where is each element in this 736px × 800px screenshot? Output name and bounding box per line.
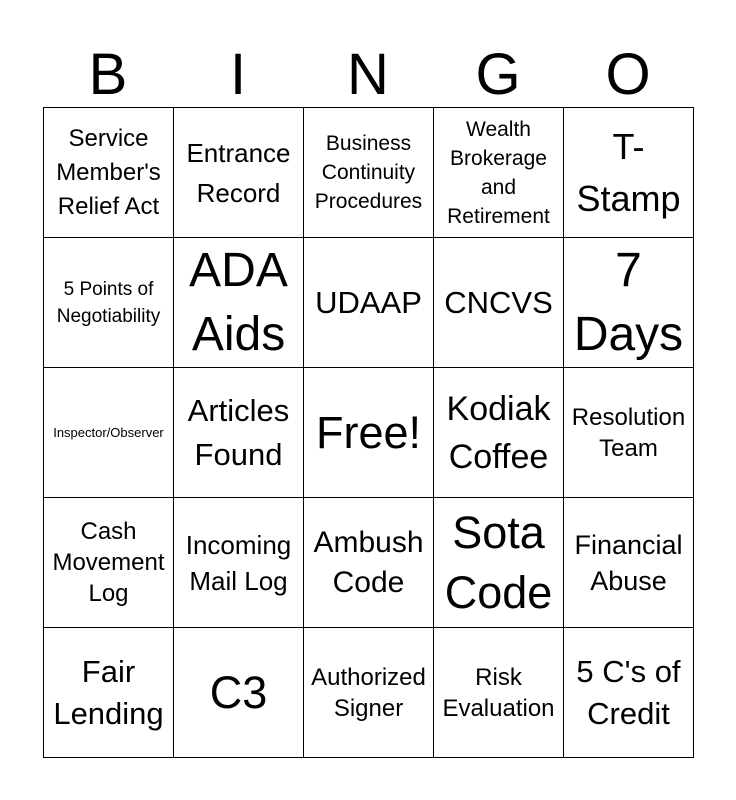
cell-text: Articles Found bbox=[187, 392, 290, 472]
bingo-cell[interactable] bbox=[174, 628, 304, 758]
cell-text: Ambush Code bbox=[313, 525, 424, 599]
cell-text: Free! bbox=[315, 406, 422, 458]
bingo-cell[interactable] bbox=[434, 628, 564, 758]
header-letter-i: I bbox=[229, 42, 247, 107]
header-letter-g: G bbox=[475, 42, 521, 107]
bingo-cell[interactable] bbox=[44, 498, 174, 628]
cell-text: Fair Lending bbox=[53, 653, 164, 731]
cell-text: C3 bbox=[209, 666, 268, 718]
bingo-cell[interactable] bbox=[564, 628, 694, 758]
cell-text: Inspector/Observer bbox=[53, 425, 164, 440]
bingo-cell[interactable] bbox=[174, 368, 304, 498]
cell-text: 7 Days bbox=[573, 243, 684, 361]
cell-text: CNCVS bbox=[444, 284, 553, 320]
bingo-cell[interactable] bbox=[304, 238, 434, 368]
bingo-header bbox=[43, 42, 693, 108]
bingo-cell[interactable] bbox=[434, 498, 564, 628]
cell-text: T-Stamp bbox=[576, 125, 681, 219]
bingo-cell[interactable] bbox=[304, 108, 434, 238]
cell-text: Risk Evaluation bbox=[442, 663, 555, 722]
bingo-cell[interactable] bbox=[434, 238, 564, 368]
cell-text: Service Member's Relief Act bbox=[56, 124, 161, 220]
cell-text: Cash Movement Log bbox=[52, 518, 165, 607]
cell-text: Incoming Mail Log bbox=[185, 529, 292, 596]
cell-text: Wealth Brokerage and Retirement bbox=[447, 117, 550, 228]
bingo-cell[interactable] bbox=[174, 108, 304, 238]
cell-text: Business Continuity Procedures bbox=[314, 132, 423, 213]
bingo-cell[interactable] bbox=[564, 368, 694, 498]
cell-text: 5 Points of Negotiability bbox=[56, 278, 161, 327]
bingo-cell[interactable] bbox=[304, 498, 434, 628]
bingo-cell[interactable] bbox=[304, 628, 434, 758]
bingo-cell[interactable] bbox=[174, 498, 304, 628]
bingo-cell[interactable] bbox=[44, 628, 174, 758]
bingo-cell[interactable] bbox=[434, 108, 564, 238]
bingo-cell[interactable] bbox=[44, 108, 174, 238]
cell-text: Entrance Record bbox=[186, 137, 291, 208]
header-letter-b: B bbox=[88, 42, 128, 107]
cell-text: Authorized Signer bbox=[311, 663, 426, 722]
bingo-cell[interactable] bbox=[564, 108, 694, 238]
bingo-cell[interactable] bbox=[44, 368, 174, 498]
bingo-cell[interactable] bbox=[434, 368, 564, 498]
bingo-cell[interactable] bbox=[564, 498, 694, 628]
bingo-cell[interactable] bbox=[174, 238, 304, 368]
cell-text: UDAAP bbox=[315, 284, 422, 320]
bingo-board bbox=[43, 107, 694, 758]
cell-text: Resolution Team bbox=[571, 403, 686, 462]
bingo-cell[interactable] bbox=[564, 238, 694, 368]
cell-text: 5 C's of Credit bbox=[576, 653, 681, 731]
cell-text: ADA Aids bbox=[189, 243, 288, 361]
header-letter-o: O bbox=[605, 42, 651, 107]
cell-text: Kodiak Coffee bbox=[446, 389, 551, 476]
bingo-cell[interactable] bbox=[44, 238, 174, 368]
bingo-cell[interactable] bbox=[304, 368, 434, 498]
header-letter-n: N bbox=[347, 42, 389, 107]
cell-text: Financial Abuse bbox=[574, 529, 683, 596]
cell-text: Sota Code bbox=[444, 506, 553, 618]
